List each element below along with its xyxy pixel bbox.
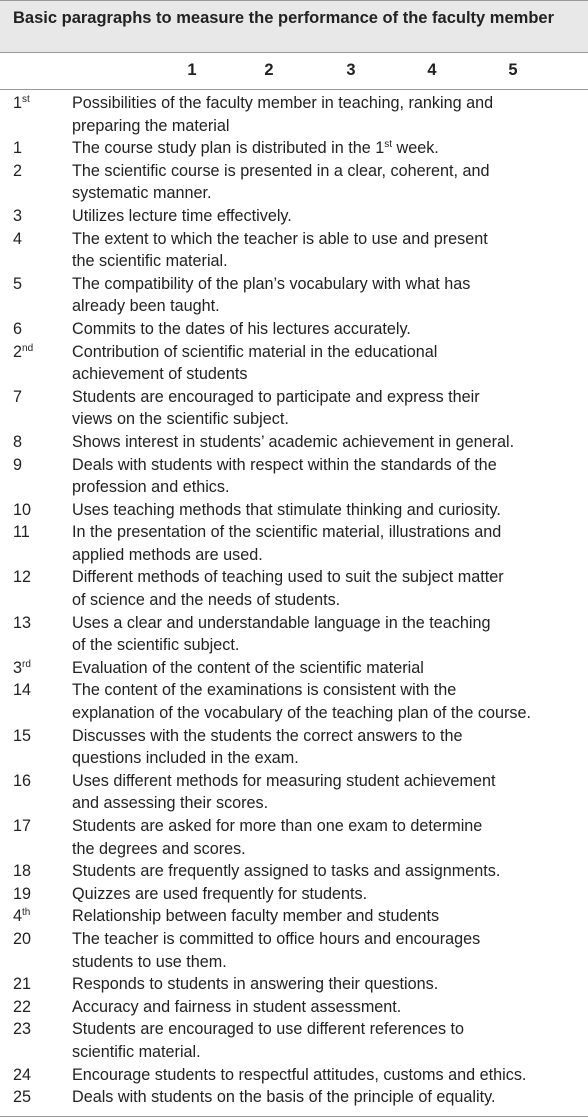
item-row <box>0 1018 588 1063</box>
row-text: Discusses with the students the correct answers to the questions included in the exam. <box>72 726 463 768</box>
item-row <box>0 725 588 770</box>
item-row <box>0 815 588 860</box>
row-text: The extent to which the teacher is able to use and present the scientific material. <box>72 229 488 271</box>
row-number: 16 <box>13 771 32 790</box>
row-number: 20 <box>13 929 32 948</box>
item-row <box>0 1064 588 1087</box>
item-row <box>0 973 588 996</box>
row-number: 22 <box>13 997 32 1016</box>
row-text: Different methods of teaching used to suit the subject matter of science and the needs of students. <box>72 568 504 610</box>
item-row <box>0 521 588 566</box>
rating-column-4: 4 <box>427 61 437 79</box>
row-number: 5 <box>13 274 23 293</box>
item-row <box>0 1086 588 1109</box>
item-row <box>0 386 588 431</box>
row-text: Students are frequently assigned to tasks and assignments. <box>72 862 501 881</box>
row-number: 6 <box>13 319 23 338</box>
row-number: 4th <box>13 907 31 926</box>
row-text: Deals with students with respect within the standards of the profession and ethics. <box>72 455 497 497</box>
section-row <box>0 341 588 386</box>
row-number: 18 <box>13 862 32 881</box>
row-text: Encourage students to respectful attitudes, customs and ethics. <box>72 1065 527 1084</box>
row-number: 8 <box>13 432 23 451</box>
item-row <box>0 928 588 973</box>
item-row <box>0 860 588 883</box>
row-number: 25 <box>13 1088 32 1107</box>
row-text: Uses different methods for measuring student achievement and assessing their scores. <box>72 771 496 813</box>
rating-column-5: 5 <box>508 61 518 79</box>
row-text: Evaluation of the content of the scientific material <box>72 658 424 677</box>
row-number: 13 <box>13 613 32 632</box>
row-text: Deals with students on the basis of the principle of equality. <box>72 1088 496 1107</box>
row-number: 3rd <box>13 658 31 677</box>
row-text: Students are encouraged to participate and express their views on the scientific subject. <box>72 387 480 429</box>
row-number: 11 <box>13 523 30 542</box>
row-number: 1st <box>13 94 30 112</box>
row-text: The scientific course is presented in a clear, coherent, and systematic manner. <box>72 161 490 203</box>
item-row <box>0 273 588 318</box>
row-number: 4 <box>13 229 23 248</box>
rating-header-row <box>0 53 588 90</box>
row-text: The teacher is committed to office hours and encourages students to use them. <box>72 929 481 971</box>
row-number: 23 <box>13 1020 32 1039</box>
item-row <box>0 205 588 228</box>
section-row <box>0 905 588 928</box>
row-text: Accuracy and fairness in student assessment. <box>72 997 402 1016</box>
item-row <box>0 137 588 160</box>
row-text: Utilizes lecture time effectively. <box>72 206 292 225</box>
row-text: Students are encouraged to use different references to scientific material. <box>72 1020 465 1061</box>
rating-column-1: 1 <box>187 61 197 79</box>
row-number: 10 <box>13 500 32 519</box>
section-row <box>0 92 588 137</box>
row-text: Possibilities of the faculty member in teaching, ranking and preparing the material <box>72 94 494 135</box>
row-text: The content of the examinations is consistent with the explanation of the vocabulary of the teaching plan of the course. <box>72 681 531 723</box>
row-text: Relationship between faculty member and students <box>72 907 440 926</box>
row-text: Quizzes are used frequently for students. <box>72 884 368 903</box>
item-row <box>0 770 588 815</box>
section-row <box>0 657 588 680</box>
item-row <box>0 566 588 611</box>
row-text: Students are asked for more than one exam to determine the degrees and scores. <box>72 817 483 858</box>
item-row <box>0 160 588 205</box>
item-row <box>0 499 588 522</box>
paragraph-list <box>0 92 588 1109</box>
row-text: Uses a clear and understandable language in the teaching of the scientific subject. <box>72 613 491 655</box>
table-title: Basic paragraphs to measure the performance of the faculty member <box>0 0 588 53</box>
row-number: 21 <box>13 975 32 994</box>
item-row <box>0 431 588 454</box>
row-number: 19 <box>13 884 32 903</box>
row-text: Contribution of scientific material in the educational achievement of students <box>72 342 438 384</box>
row-number: 9 <box>13 455 23 474</box>
row-number: 2nd <box>13 342 34 361</box>
row-number: 1 <box>13 139 23 158</box>
rating-column-2: 2 <box>264 61 274 79</box>
rating-column-3: 3 <box>346 61 356 79</box>
row-number: 12 <box>13 568 32 587</box>
item-row <box>0 454 588 499</box>
item-row <box>0 318 588 341</box>
item-row <box>0 883 588 906</box>
row-text: In the presentation of the scientific material, illustrations and applied methods are used. <box>72 523 502 564</box>
row-number: 15 <box>13 726 32 745</box>
row-number: 14 <box>13 681 32 700</box>
row-text: Shows interest in students’ academic achievement in general. <box>72 432 515 451</box>
row-text: Responds to students in answering their questions. <box>72 975 439 994</box>
item-row <box>0 228 588 273</box>
row-number: 7 <box>13 387 23 406</box>
row-text: Uses teaching methods that stimulate thinking and curiosity. <box>72 500 501 519</box>
row-number: 24 <box>13 1065 32 1084</box>
row-number: 3 <box>13 206 23 225</box>
row-text: Commits to the dates of his lectures accurately. <box>72 319 411 338</box>
item-row <box>0 996 588 1019</box>
row-text: The course study plan is distributed in the 1st week. <box>72 139 439 158</box>
row-number: 2 <box>13 161 23 180</box>
row-number: 17 <box>13 817 32 835</box>
row-text: The compatibility of the plan’s vocabulary with what has already been taught. <box>72 274 471 316</box>
table-bottom-rule <box>0 1116 588 1117</box>
item-row <box>0 679 588 724</box>
item-row <box>0 612 588 657</box>
